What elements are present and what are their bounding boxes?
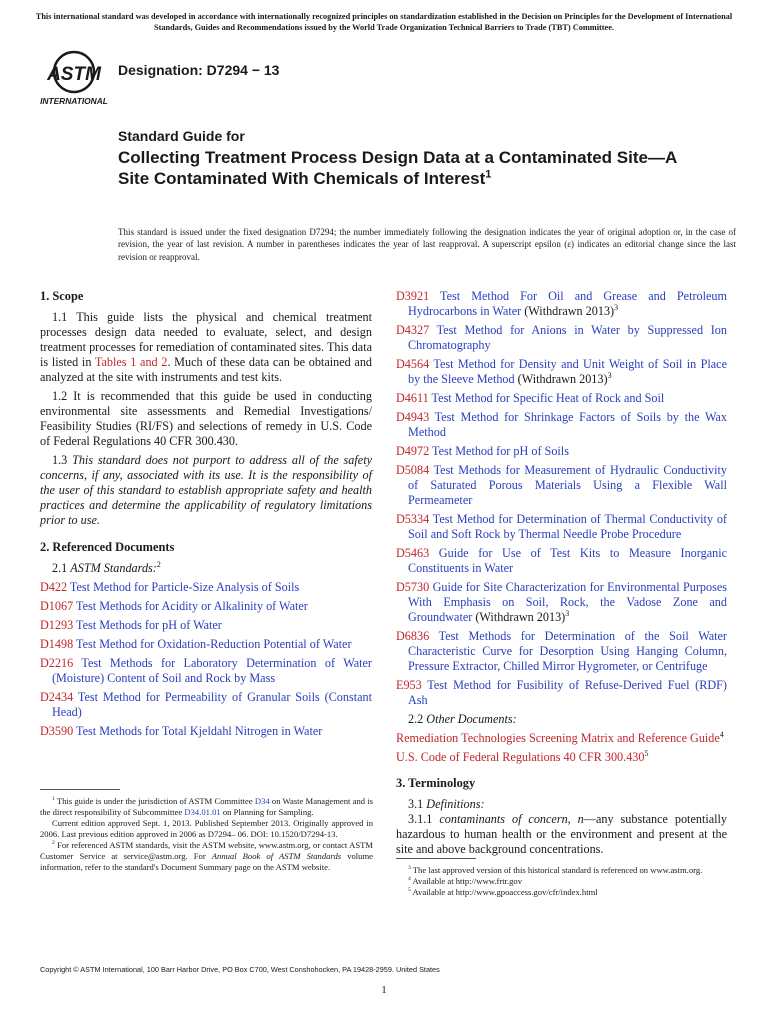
reference-code-link[interactable]: D2216 [40, 656, 74, 670]
footnote-marker: 5 [644, 748, 649, 758]
scope-1-3: 1.3 This standard does not purport to address all of the safety concerns, if any, associated with its use. It is the responsibility of the user of this standard to establish appropriate safety and health practices and determine the applicability of regulatory limitations prior to use. [40, 453, 372, 527]
reference-list-right [396, 289, 727, 708]
wto-notice: This international standard was developed in accordance with internationally recognized principles on standardization established in the Decision on Principles for the Development of International Standards, Guides and Recommendations issued by the World Trade Organization Technical Barriers to Trade (TBT) Committee. [35, 12, 733, 32]
reference-item [396, 463, 727, 508]
other-document-item [396, 731, 727, 746]
reference-code-link[interactable]: D4564 [396, 357, 430, 371]
reference-title[interactable]: Test Methods for Measurement of Hydraulic Conductivity of Saturated Porous Materials Using a Flexible Wall Permeameter [408, 463, 727, 507]
reference-code-link[interactable]: D5730 [396, 580, 430, 594]
reference-code-link[interactable]: D4611 [396, 391, 429, 405]
reference-code-link[interactable]: D5084 [396, 463, 430, 477]
reference-item [40, 618, 372, 633]
scope-1-1: 1.1 This guide lists the physical and chemical treatment processes design data needed to evaluate, select, and design treatment processes for remediation of contaminated sites. This data is listed in Tables 1 and 2. Much of these data can be obtained and analyzed at the site with instruments and test kits. [40, 310, 373, 384]
reference-title[interactable]: Test Methods for Laboratory Determination of Water (Moisture) Content of Soil and Rock by Mass [52, 656, 372, 685]
reference-title[interactable]: Test Methods for Total Kjeldahl Nitrogen in Water [73, 724, 323, 738]
reference-item [396, 546, 727, 576]
reference-title[interactable]: Test Method For Oil and Grease and Petroleum Hydrocarbons in Water [408, 289, 727, 318]
withdrawn-note: (Withdrawn 2013) [521, 304, 615, 318]
reference-title[interactable]: Test Method for Particle-Size Analysis of Soils [67, 580, 300, 594]
tables-link[interactable]: Tables 1 and 2 [94, 355, 168, 369]
reference-item [40, 599, 372, 614]
reference-title[interactable]: Test Method for Oxidation-Reduction Potential of Water [73, 637, 352, 651]
reference-code-link[interactable]: D1498 [40, 637, 74, 651]
section-heading-referenced: 2. Referenced Documents [40, 540, 175, 554]
footnote-marker: 3 [565, 608, 570, 618]
reference-item [40, 724, 372, 739]
reference-item [396, 323, 727, 353]
reference-title[interactable]: Test Method for Fusibility of Refuse-Derived Fuel (RDF) Ash [408, 678, 727, 707]
reference-item [396, 512, 727, 542]
astm-standards-label: 2.1 ASTM Standards:$^2$ [52, 559, 161, 575]
footnote-rule [396, 858, 476, 859]
logo-org: INTERNATIONAL [40, 96, 108, 106]
footnote-4: $^4$ Available at http://www.frtr.gov [408, 876, 523, 886]
definition-contaminants: 3.1.1 contaminants of concern, n—any substance potentially hazardous to human health or the environment and present at the site and above background concentrations. [396, 812, 727, 856]
reference-code-link[interactable]: D3590 [40, 724, 74, 738]
copyright: Copyright © ASTM International, 100 Barr Harbor Drive, PO Box C700, West Conshohocken, PA 19428-2959. United States [40, 965, 440, 974]
reference-code-link[interactable]: E953 [396, 678, 422, 692]
footnote-marker: 3 [607, 370, 612, 380]
footnotes-left [40, 789, 373, 873]
reference-title[interactable]: Test Methods for pH of Water [73, 618, 222, 632]
reference-title[interactable]: Test Method for pH of Soils [429, 444, 569, 458]
reference-item [396, 629, 727, 674]
scope-1-2: 1.2 It is recommended that this guide be used in conducting environmental site assessments and Remedial Investigations/ Feasibility Studies (RI/FS) and selections of remedy in U.S. Code of Federal Regulations 40 CFR 300.430. [40, 389, 372, 448]
withdrawn-note: (Withdrawn 2013) [472, 610, 566, 624]
reference-item [396, 444, 727, 459]
other-document-link[interactable]: U.S. Code of Federal Regulations 40 CFR 300.430 [396, 750, 645, 764]
section-heading-scope: 1. Scope [40, 289, 84, 303]
reference-code-link[interactable]: D4943 [396, 410, 430, 424]
reference-item [396, 580, 727, 625]
footnote-marker: 3 [614, 302, 619, 312]
other-document-link[interactable]: Remediation Technologies Screening Matrix and Reference Guide [396, 731, 720, 745]
reference-title[interactable]: Test Method for Specific Heat of Rock and Soil [428, 391, 665, 405]
other-documents-label: 2.2 Other Documents: [408, 712, 517, 726]
reference-item [396, 289, 727, 319]
reference-item [40, 690, 372, 720]
page-number: 1 [381, 984, 387, 996]
reference-title[interactable]: Test Method for Determination of Thermal Conductivity of Soil and Soft Rock by Thermal Needle Probe Procedure [408, 512, 727, 541]
reference-code-link[interactable]: D4327 [396, 323, 430, 337]
reference-title[interactable]: Test Method for Shrinkage Factors of Soils by the Wax Method [408, 410, 727, 439]
doc-type: Standard Guide for [118, 128, 245, 144]
footnote-1: $^1$ This guide is under the jurisdiction of ASTM Committee D34 on Waste Management and is the direct responsibility of Subcommittee D34.01.01 on Planning for Sampling. [40, 796, 373, 817]
footnote-marker: 4 [719, 729, 724, 739]
right-column [396, 289, 727, 861]
committee-link[interactable]: D34 [254, 796, 270, 806]
logo-letters: ASTM [47, 64, 101, 85]
footnote-3: $^3$ The last approved version of this historical standard is referenced on www.astm.org. [408, 865, 703, 875]
reference-code-link[interactable]: D5334 [396, 512, 430, 526]
reference-item [396, 357, 727, 387]
reference-list-left [40, 580, 372, 739]
footnotes-right [396, 858, 727, 898]
page-title: Collecting Treatment Process Design Data at a Contaminated Site—A Site Contaminated With Chemicals of Interest$^1$ [118, 148, 677, 188]
astm-logo [40, 50, 112, 106]
issue-note: This standard is issued under the fixed designation D7294; the number immediately following the designation indicates the year of original adoption or, in the case of revision, the year of last revision. A number in parentheses indicates the year of last reapproval. A superscript epsilon (ε) indicates an editorial change since the last revision or reapproval. [118, 227, 736, 262]
section-heading-terminology: 3. Terminology [396, 776, 476, 790]
withdrawn-note: (Withdrawn 2013) [514, 372, 608, 386]
reference-code-link[interactable]: D3921 [396, 289, 430, 303]
reference-item [40, 656, 372, 686]
footnote-2: $^2$ For referenced ASTM standards, visit the ASTM website, www.astm.org, or contact ASTM Customer Service at service@astm.org. For Annual Book of ASTM Standards volume information, refer to the standard's Document Summary page on the ASTM website. [40, 840, 373, 872]
other-documents-list [396, 731, 727, 765]
other-document-item [396, 750, 727, 765]
reference-code-link[interactable]: D2434 [40, 690, 74, 704]
reference-title[interactable]: Test Method for Permeability of Granular Soils (Constant Head) [52, 690, 372, 719]
reference-title[interactable]: Test Method for Density and Unit Weight of Soil in Place by the Sleeve Method [408, 357, 727, 386]
reference-title[interactable]: Test Methods for Determination of the Soil Water Characteristic Curve for Desorption Using Hanging Column, Pressure Extractor, Chilled Mirror Hygrometer, or Centrifuge [408, 629, 727, 673]
reference-code-link[interactable]: D4972 [396, 444, 430, 458]
footnote-rule [40, 789, 120, 790]
definitions-label: 3.1 Definitions: [408, 797, 485, 811]
reference-item [396, 391, 727, 406]
reference-item [40, 580, 372, 595]
reference-title[interactable]: Guide for Site Characterization for Environmental Purposes With Emphasis on Soil, Rock, the Vadose Zone and Groundwater [408, 580, 727, 624]
footnote-5: $^5$ Available at http://www.gpoaccess.gov/cfr/index.html [408, 887, 598, 897]
footnote-1-edition: Current edition approved Sept. 1, 2013. Published September 2013. Originally approved in 2006. Last previous edition approved in 2006 as D7294– 06. DOI: 10.1520/D7294-13. [40, 818, 373, 839]
subcommittee-link[interactable]: D34.01.01 [184, 807, 221, 817]
reference-code-link[interactable]: D6836 [396, 629, 430, 643]
reference-code-link[interactable]: D422 [40, 580, 68, 594]
reference-code-link[interactable]: D5463 [396, 546, 430, 560]
reference-code-link[interactable]: D1293 [40, 618, 74, 632]
reference-title[interactable]: Guide for Use of Test Kits to Measure Inorganic Constituents in Water [408, 546, 727, 575]
left-column [40, 289, 372, 743]
reference-item [40, 637, 372, 652]
designation: Designation: D7294 − 13 [118, 62, 280, 78]
reference-item [396, 678, 727, 708]
reference-title[interactable]: Test Method for Anions in Water by Suppressed Ion Chromatography [408, 323, 727, 352]
reference-item [396, 410, 727, 440]
reference-title[interactable]: Test Methods for Acidity or Alkalinity of Water [73, 599, 308, 613]
reference-code-link[interactable]: D1067 [40, 599, 74, 613]
